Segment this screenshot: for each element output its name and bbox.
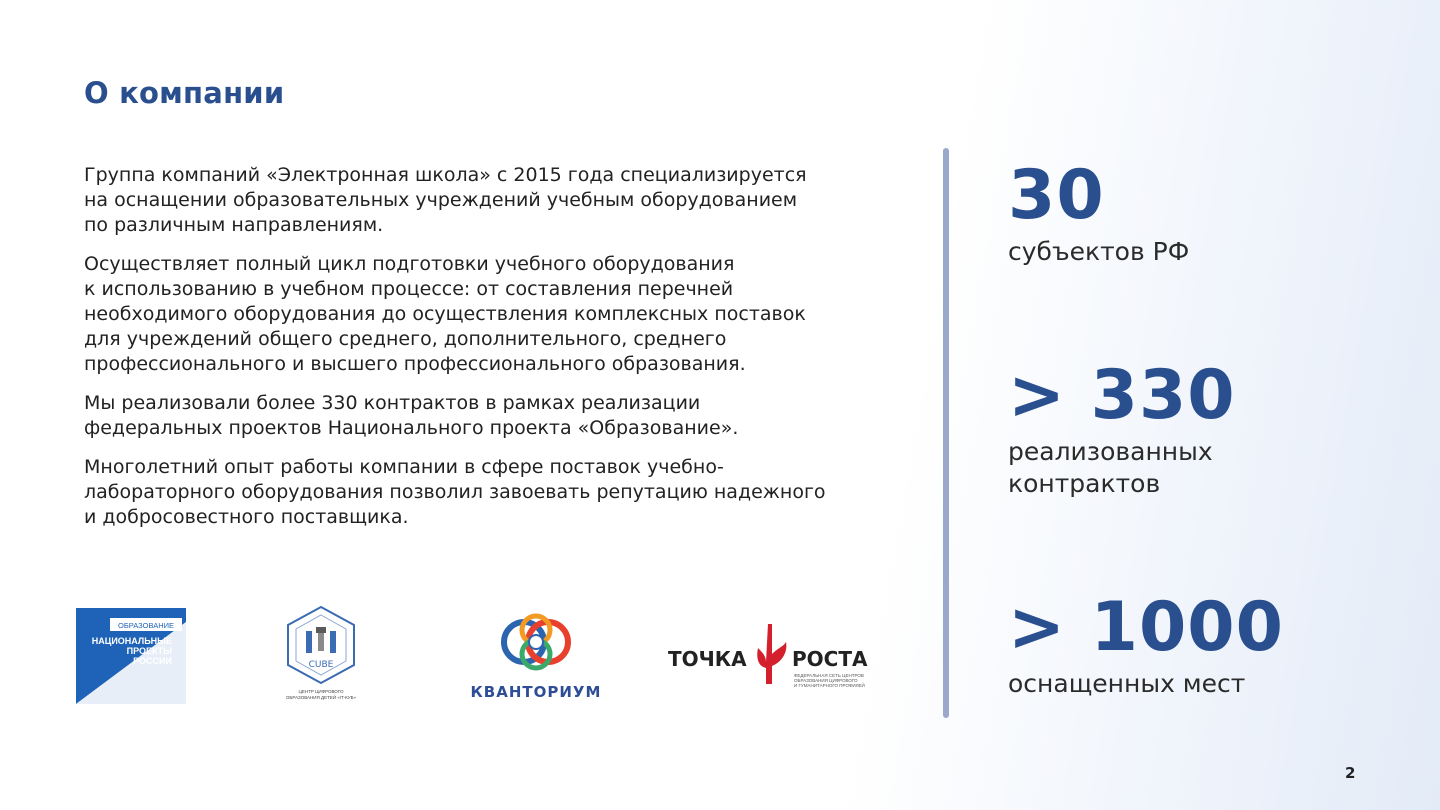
paragraph-contracts: Мы реализовали более 330 контрактов в рамках реализации федеральных проектов Национального проекта «Образование». xyxy=(84,392,739,439)
stat-label: реализованных контрактов xyxy=(1008,437,1213,498)
page-title: О компании xyxy=(84,76,285,110)
stat-value: > 330 xyxy=(1008,356,1236,435)
natproj-line1: НАЦИОНАЛЬНЫЕ xyxy=(91,636,172,646)
natproj-top-text: ОБРАЗОВАНИЕ xyxy=(117,621,175,630)
natproj-line3: РОССИИ xyxy=(133,656,172,666)
tochka-rosta-logo xyxy=(668,618,874,690)
stat-regions xyxy=(1008,156,1190,268)
national-projects-logo xyxy=(76,608,186,704)
stat-value: 30 xyxy=(1008,156,1105,235)
stat-value: > 1000 xyxy=(1008,588,1284,667)
paragraph-intro: Группа компаний «Электронная школа» с 2015 года специализируется на оснащении образовательных учреждений учебным оборудованием по различным направлениям. xyxy=(84,164,807,236)
cube-caption2: ОБРАЗОВАНИЯ ДЕТЕЙ «IT-КУБ» xyxy=(285,695,357,700)
about-text xyxy=(84,163,864,544)
cube-caption1: ЦЕНТР ЦИФРОВОГО xyxy=(298,689,344,694)
stat-contracts xyxy=(1008,356,1236,500)
tochka-right: РОСТА xyxy=(792,647,868,671)
paragraph-cycle: Осуществляет полный цикл подготовки учебного оборудования к использованию в учебном процессе: от составления перечней необходимого оборудования до осуществления комплексных поставок для учреждений общего среднего, дополнительного, среднего профессионального и высшего профессионального образования. xyxy=(84,253,806,375)
cube-mark: CUBE xyxy=(308,660,334,670)
it-cube-logo xyxy=(280,605,362,705)
vertical-divider xyxy=(943,148,949,718)
natproj-line2: ПРОЕКТЫ xyxy=(126,646,172,656)
paragraph-experience: Многолетний опыт работы компании в сфере поставок учебно- лабораторного оборудования позволил завоевать репутацию надежного и добросовестного поставщика. xyxy=(84,456,826,528)
tochka-sub2: ОБРАЗОВАНИЯ ЦИФРОВОГО xyxy=(794,678,858,683)
tochka-left: ТОЧКА xyxy=(668,647,747,671)
page-number: 2 xyxy=(1345,764,1356,782)
stat-label: оснащенных мест xyxy=(1008,669,1246,698)
kvantorium-name: КВАНТОРИУМ xyxy=(470,683,602,701)
tochka-sub1: ФЕДЕРАЛЬНАЯ СЕТЬ ЦЕНТРОВ xyxy=(794,673,864,678)
stat-workplaces xyxy=(1008,588,1284,700)
kvantorium-logo xyxy=(460,610,612,702)
tochka-sub3: И ГУМАНИТАРНОГО ПРОФИЛЕЙ xyxy=(794,683,865,688)
stat-label: субъектов РФ xyxy=(1008,237,1190,266)
